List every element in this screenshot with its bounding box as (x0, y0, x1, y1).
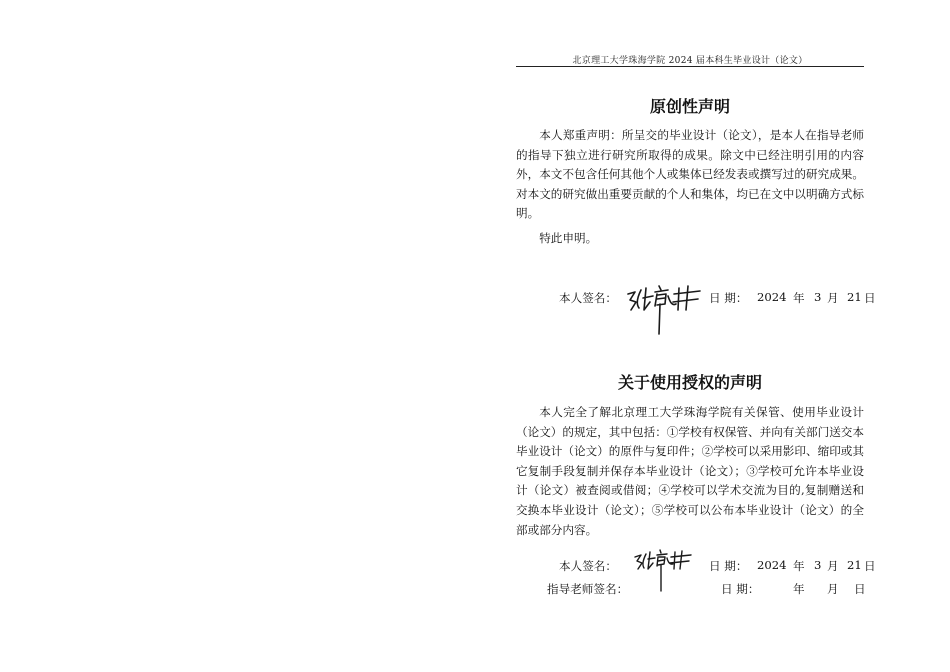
date-year: 2024 (757, 558, 787, 572)
year-unit: 年 (793, 291, 805, 305)
date-label: 日 期： (709, 559, 748, 573)
signature-label: 本人签名： (559, 291, 617, 305)
date-year: 2024 (757, 290, 787, 304)
originality-closing: 特此申明。 (539, 231, 598, 245)
day-unit: 日 (864, 291, 876, 305)
advisor-year-unit: 年 (793, 582, 805, 596)
running-header: 北京理工大学珠海学院 2024 届本科生毕业设计（论文） (572, 56, 808, 66)
year-unit: 年 (793, 559, 805, 573)
month-unit: 月 (827, 291, 839, 305)
authorization-title: 关于使用授权的声明 (617, 373, 762, 392)
originality-paragraph: 本人郑重声明：所呈交的毕业设计（论文），是本人在指导老师的指导下独立进行研究所取得的成果。除文中已经注明引用的内容外，本文不包含任何其他个人或集体已经发表或撰写过的研究成果。对本文的研究做出重要贡献的个人和集体，均已在文中以明确方式标明。 (516, 128, 864, 221)
header-rule (516, 66, 864, 67)
authorization-paragraph: 本人完全了解北京理工大学珠海学院有关保管、使用毕业设计（论文）的规定，其中包括：①学校有权保管、并向有关部门送交本毕业设计（论文）的原件与复印件；②学校可以采用影印、缩印或其它复制手段复制并保存本毕业设计（论文）；③学校可允许本毕业设计（论文）被查阅或借阅；④学校可以学术交流为目的,复制赠送和交换本毕业设计（论文）；⑤学校可以公布本毕业设计（论文）的全部或部分内容。 (516, 405, 864, 537)
month-unit: 月 (827, 559, 839, 573)
handwritten-signature-2 (632, 547, 694, 593)
handwritten-signature-1 (624, 280, 706, 336)
date-label: 日 期： (709, 291, 748, 305)
advisor-signature-label: 指导老师签名： (547, 582, 629, 596)
advisor-date-label: 日 期： (721, 582, 760, 596)
date-month: 3 (814, 290, 822, 304)
date-month: 3 (814, 558, 822, 572)
originality-title: 原创性声明 (649, 97, 730, 116)
date-day: 21 (847, 290, 862, 304)
date-day: 21 (847, 558, 862, 572)
day-unit: 日 (864, 559, 876, 573)
advisor-day-unit: 日 (854, 582, 866, 596)
advisor-month-unit: 月 (827, 582, 839, 596)
signature-label: 本人签名： (559, 559, 617, 573)
